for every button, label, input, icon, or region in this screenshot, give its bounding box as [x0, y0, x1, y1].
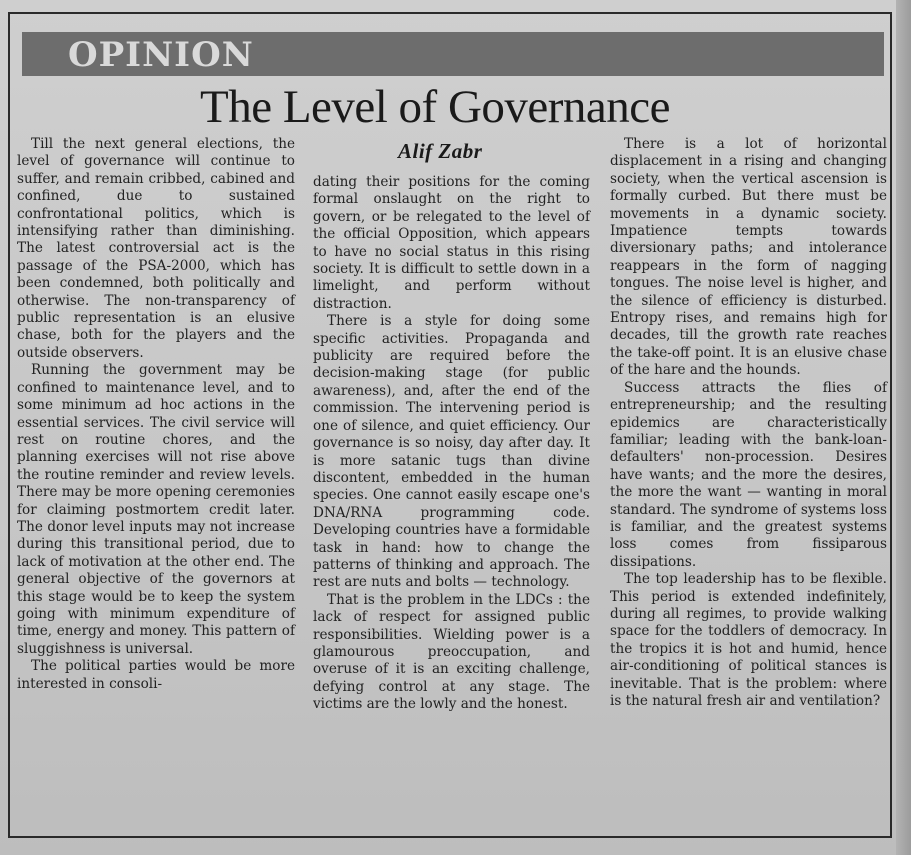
paragraph: There is a style for doing some specific activities. Propaganda and publicity are required before the decision-making stage (for public awareness), and, after the end of the commission. The intervening period is one of silence, and quiet efficiency. Our governance is so noisy, day after day. It is more satanic tugs than divine discontent, embedded in the human species. One cannot easily escape one's DNA/RNA programming code. Developing countries have a formidable task in hand: how to change the patterns of thinking and approach. The rest are nuts and bolts — technology.: [313, 313, 590, 591]
author-byline: Alif Zabr: [398, 139, 483, 163]
section-label: OPINION: [68, 35, 254, 75]
paragraph: Success attracts the flies of entrepreneurship; and the resulting epidemics are characteristically familiar; leading with the bank-loan-defaulters' non-procession. Desires have wants; and the more the desires, the more the want — wanting in moral standard. The syndrome of systems loss is familiar, and the greatest systems loss comes from fissiparous dissipations.: [610, 379, 887, 570]
paragraph: The political parties would be more interested in consoli-: [17, 658, 295, 692]
section-banner: [22, 32, 884, 76]
paragraph: There is a lot of horizontal displacement in a rising and changing society, when the vertical ascension is formally curbed. But there must be movements in a dynamic society. Impatience tempts towards diversionary paths; and intolerance reappears in the form of nagging tongues. The noise level is higher, and the silence of efficiency is disturbed. Entropy rises, and remains high for decades, till the growth rate reaches the take-off point. It is an elusive chase of the hare and the hounds.: [610, 136, 887, 379]
paragraph: dating their positions for the coming formal onslaught on the right to govern, or be relegated to the level of the official Opposition, which appears to have no social status in this rising society. It is difficult to settle down in a limelight, and perform without distraction.: [313, 174, 590, 312]
page-edge: [896, 0, 911, 855]
article-column-3: [610, 136, 887, 710]
headline: The Level of Governance: [200, 81, 670, 133]
paragraph: That is the problem in the LDCs : the lack of respect for assigned public responsibilities. Wielding power is a glamourous preoccupation, and overuse of it is an exciting challenge, defying control at any stage. The victims are the lowly and the honest.: [313, 591, 590, 713]
paragraph: Running the government may be confined to maintenance level, and to some minimum ad hoc actions in the essential services. The civil service will rest on routine chores, and the planning exercises will not rise above the routine reminder and review levels. There may be more opening ceremonies for claiming postmortem credit later. The donor level inputs may not increase during this transitional period, due to lack of motivation at the other end. The general objective of the governors at this stage would be to keep the system going with minimum expenditure of time, energy and money. This pattern of sluggishness is universal.: [17, 362, 295, 657]
article-column-1: [17, 136, 295, 693]
paragraph: Till the next general elections, the level of governance will continue to suffer, and remain cribbed, cabined and confined, due to sustained confrontational politics, which is intensifying rather than diminishing. The latest controversial act is the passage of the PSA-2000, which has been condemned, both politically and otherwise. The non-transparency of public representation is an elusive chase, both for the players and the outside observers.: [17, 136, 295, 361]
article-column-2: [313, 174, 590, 714]
paragraph: The top leadership has to be flexible. This period is extended indefinitely, during all regimes, to provide walking space for the toddlers of democracy. In the tropics it is hot and humid, hence air-conditioning of political stances is inevitable. That is the problem: where is the natural fresh air and ventilation?: [610, 571, 887, 709]
